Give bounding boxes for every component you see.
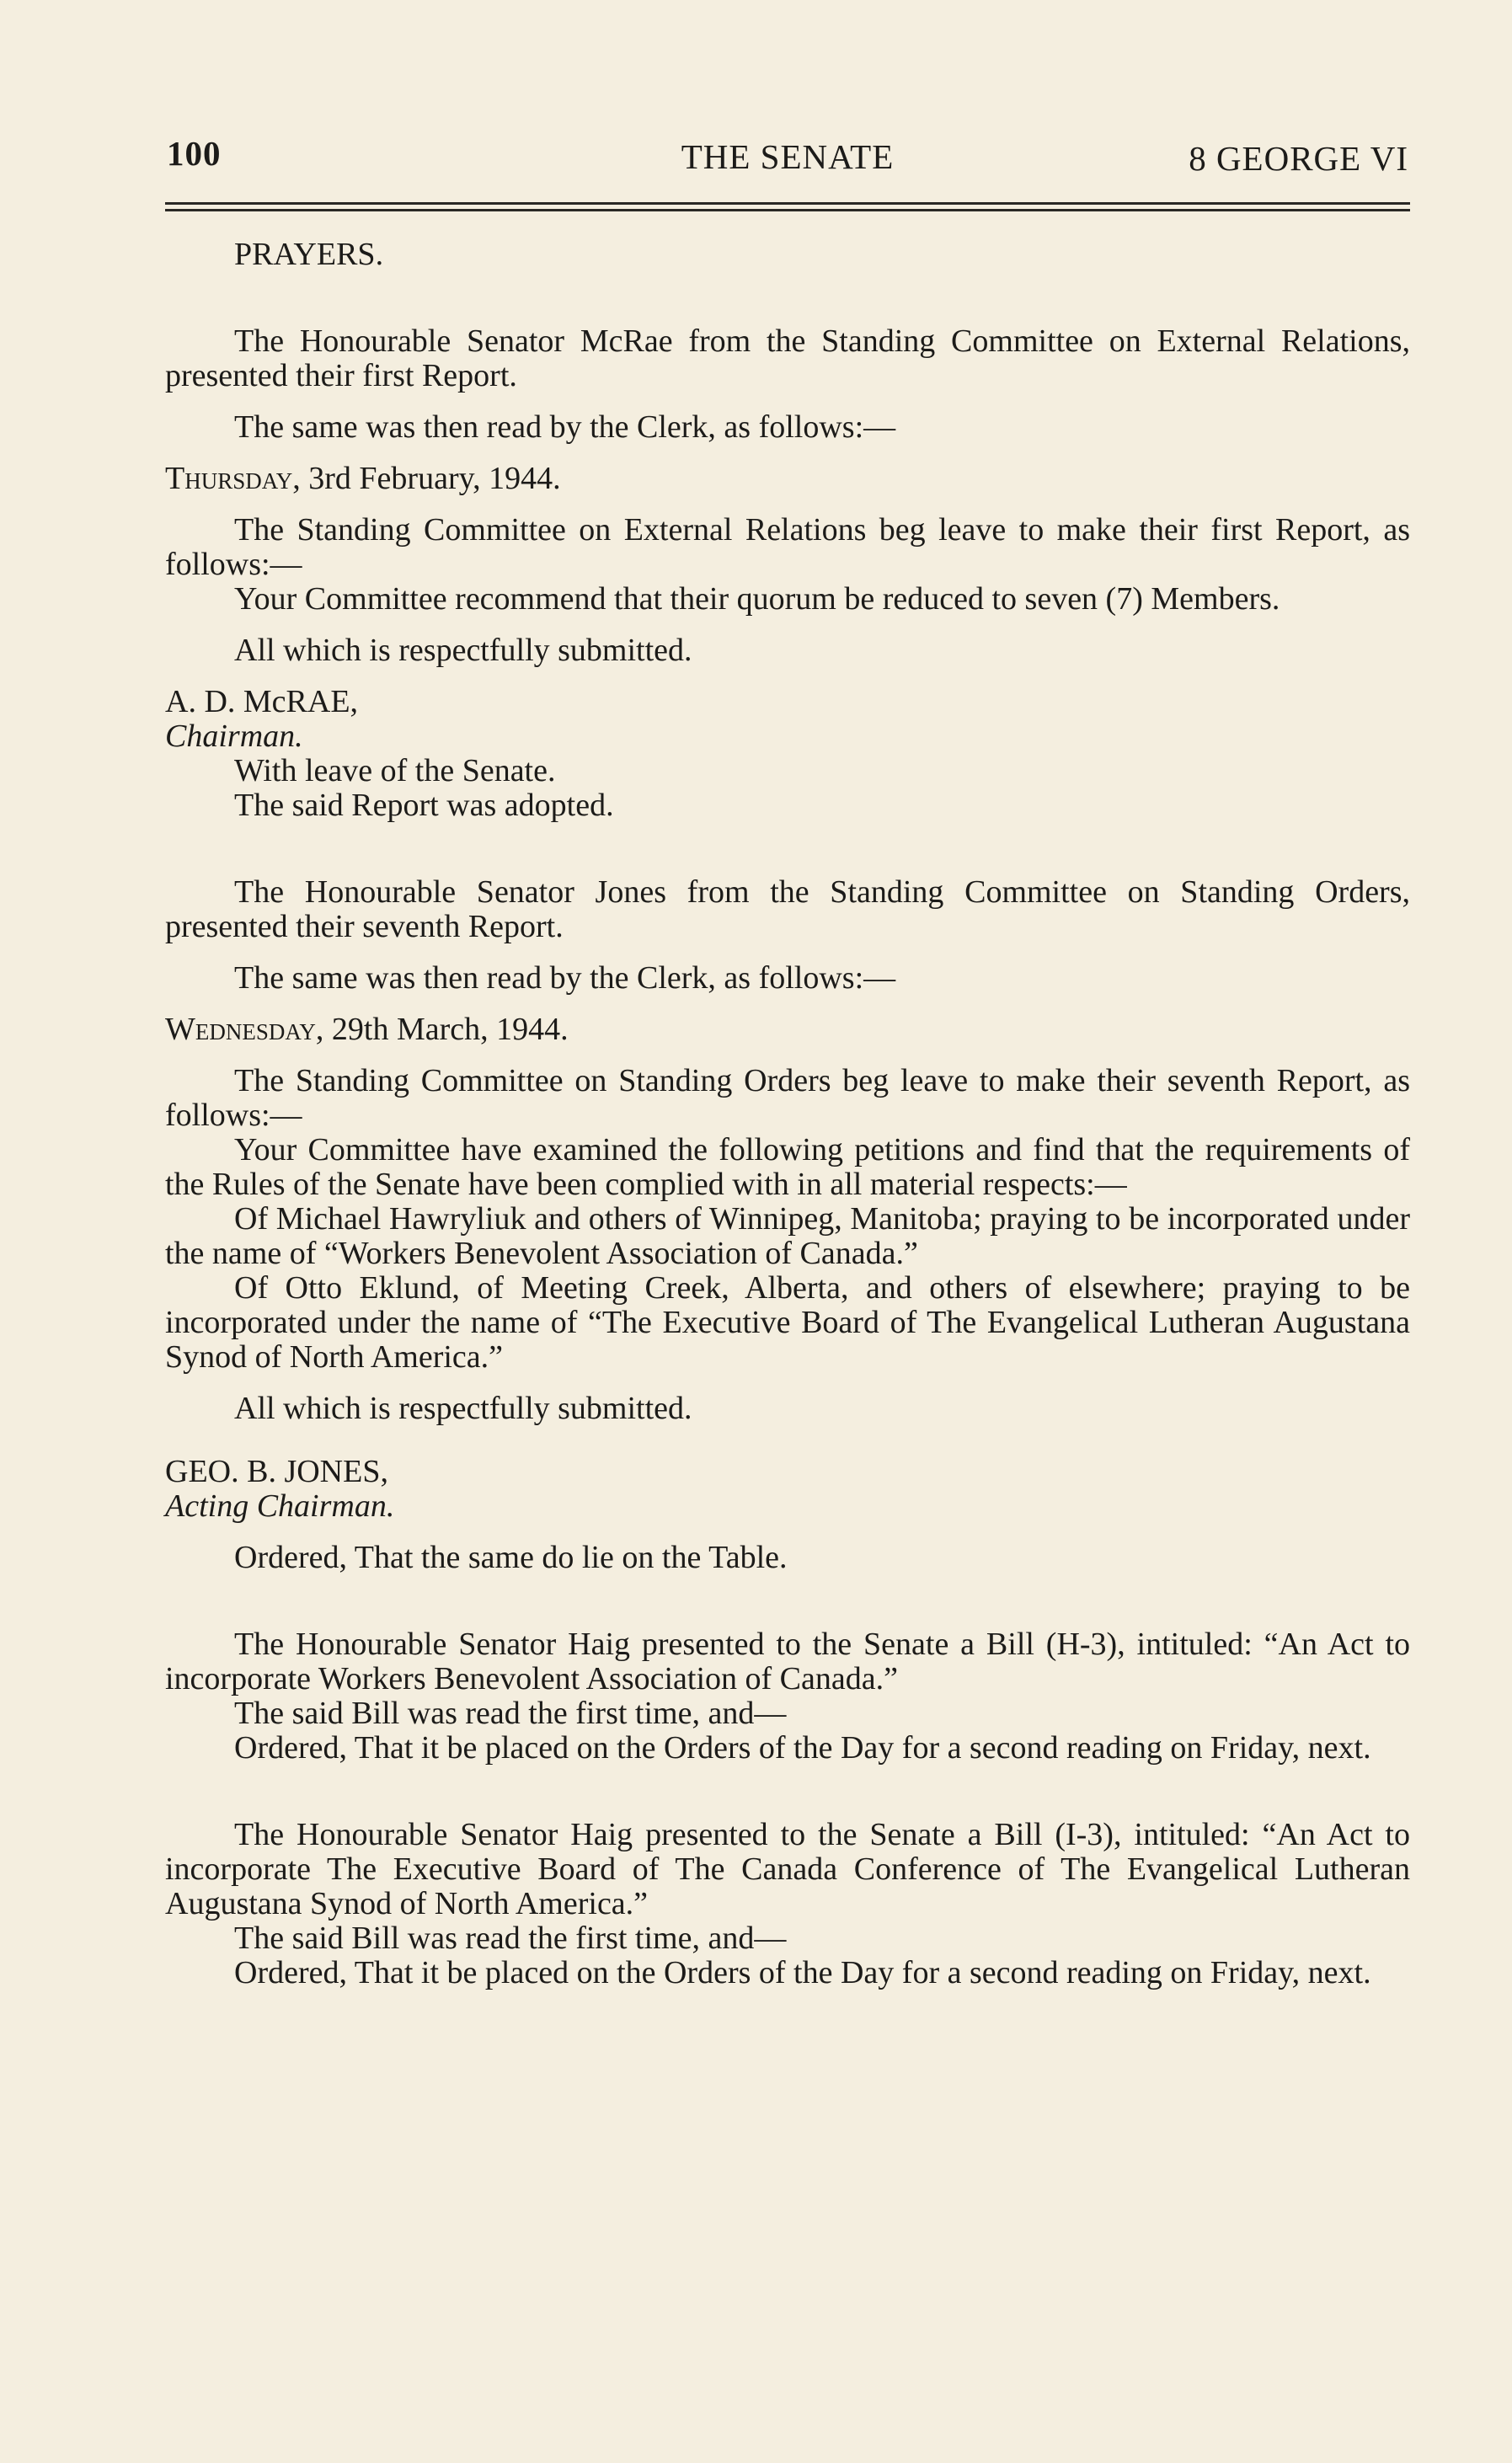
bill1-ordered: Ordered, That it be placed on the Orders of the Day for a second reading on Friday, next. bbox=[234, 1730, 1371, 1766]
report2-date: Wednesday, 29th March, 1944. bbox=[165, 1012, 569, 1047]
bill2-first-reading: The said Bill was read the first time, and— bbox=[234, 1921, 787, 1956]
regnal-year: 8 GEORGE VI bbox=[1189, 139, 1408, 178]
report2-petition-1: Of Michael Hawryliuk and others of Winnipeg, Manitoba; praying to be incorporated under the name of “Workers Benevolent Association of Canada.” bbox=[165, 1201, 1410, 1271]
report2-ordered: Ordered, That the same do lie on the Table. bbox=[234, 1540, 788, 1575]
header-rule-top bbox=[165, 202, 1410, 205]
report2-body-1: The Standing Committee on Standing Orders beg leave to make their seventh Report, as follows:— bbox=[165, 1063, 1410, 1133]
report1-date: Thursday, 3rd February, 1944. bbox=[165, 461, 561, 496]
report1-signer: A. D. McRAE, bbox=[165, 684, 359, 719]
report2-submitted: All which is respectfully submitted. bbox=[234, 1391, 692, 1426]
bill1-intro: The Honourable Senator Haig presented to the Senate a Bill (H-3), intituled: “An Act to incorporate Workers Benevolent Association of Canada.” bbox=[165, 1627, 1410, 1696]
running-header bbox=[167, 133, 1408, 184]
report2-petition-2: Of Otto Eklund, of Meeting Creek, Alberta, and others of elsewhere; praying to be incorporated under the name of “The Executive Board of The Evangelical Lutheran Augustana Synod of North America.” bbox=[165, 1270, 1410, 1375]
report1-read: The same was then read by the Clerk, as follows:— bbox=[234, 409, 896, 445]
report2-read: The same was then read by the Clerk, as follows:— bbox=[234, 960, 896, 996]
report1-submitted: All which is respectfully submitted. bbox=[234, 633, 692, 668]
bill1-first-reading: The said Bill was read the first time, and— bbox=[234, 1696, 787, 1731]
report2-intro: The Honourable Senator Jones from the Standing Committee on Standing Orders, presented their seventh Report. bbox=[165, 874, 1410, 944]
report1-body-1: The Standing Committee on External Relations beg leave to make their first Report, as follows:— bbox=[165, 512, 1410, 582]
report2-signer-title: Acting Chairman. bbox=[165, 1488, 395, 1524]
bill2-intro: The Honourable Senator Haig presented to the Senate a Bill (I-3), intituled: “An Act to incorporate The Executive Board of The Canada Conference of The Evangelical Lutheran Augustana Synod of North America.” bbox=[165, 1817, 1410, 1921]
report1-intro: The Honourable Senator McRae from the Standing Committee on External Relations, presented their first Report. bbox=[165, 323, 1410, 393]
prayers-heading: PRAYERS. bbox=[234, 237, 384, 272]
report1-leave: With leave of the Senate. bbox=[234, 753, 556, 788]
journal-body bbox=[165, 238, 1410, 1990]
report1-adopted: The said Report was adopted. bbox=[234, 788, 614, 823]
bill2-ordered: Ordered, That it be placed on the Orders of the Day for a second reading on Friday, next. bbox=[234, 1955, 1371, 1990]
report1-body-2: Your Committee recommend that their quorum be reduced to seven (7) Members. bbox=[234, 581, 1280, 617]
header-rule-bottom bbox=[165, 209, 1410, 211]
report1-signer-title: Chairman. bbox=[165, 719, 303, 754]
report2-body-2: Your Committee have examined the following petitions and find that the requirements of the Rules of the Senate have been complied with in all material respects:— bbox=[165, 1132, 1410, 1202]
page-number: 100 bbox=[167, 134, 222, 173]
report2-signer: GEO. B. JONES, bbox=[165, 1454, 388, 1489]
running-title: THE SENATE bbox=[681, 137, 895, 176]
